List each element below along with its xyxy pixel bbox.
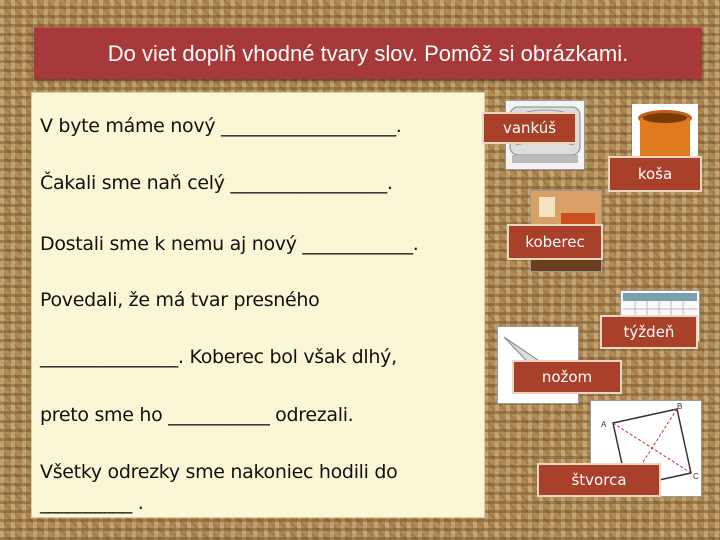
sentence-line-8: __________ . [40, 492, 144, 514]
word-label-tyzden[interactable]: týždeň [600, 315, 698, 349]
sentence-line-3: Dostali sme k nemu aj nový ____________. [40, 233, 419, 255]
word-label-nozom[interactable]: nožom [512, 360, 622, 394]
slide-title: Do viet doplň vhodné tvary slov. Pomôž si obrázkami. [34, 27, 702, 79]
sentence-line-1: V byte máme nový ___________________. [40, 115, 402, 137]
sentence-line-7: Všetky odrezky sme nakoniec hodili do [40, 461, 398, 483]
exercise-text-panel [31, 92, 485, 518]
sentence-line-2: Čakali sme naň celý _________________. [40, 172, 393, 194]
sentence-line-4: Povedali, že má tvar presného [40, 289, 320, 311]
word-label-koberec[interactable]: koberec [507, 224, 603, 260]
word-label-stvorca[interactable]: štvorca [537, 463, 661, 497]
word-label-kosa[interactable]: koša [608, 156, 702, 192]
sentence-line-6: preto sme ho ___________ odrezali. [40, 404, 354, 426]
word-label-vankus[interactable]: vankúš [482, 112, 577, 144]
sentence-line-5: _______________. Koberec bol však dlhý, [40, 346, 397, 368]
vertex-label-b: B [677, 402, 683, 411]
vertex-label-a: A [601, 420, 607, 429]
vertex-label-c: C [693, 472, 699, 481]
